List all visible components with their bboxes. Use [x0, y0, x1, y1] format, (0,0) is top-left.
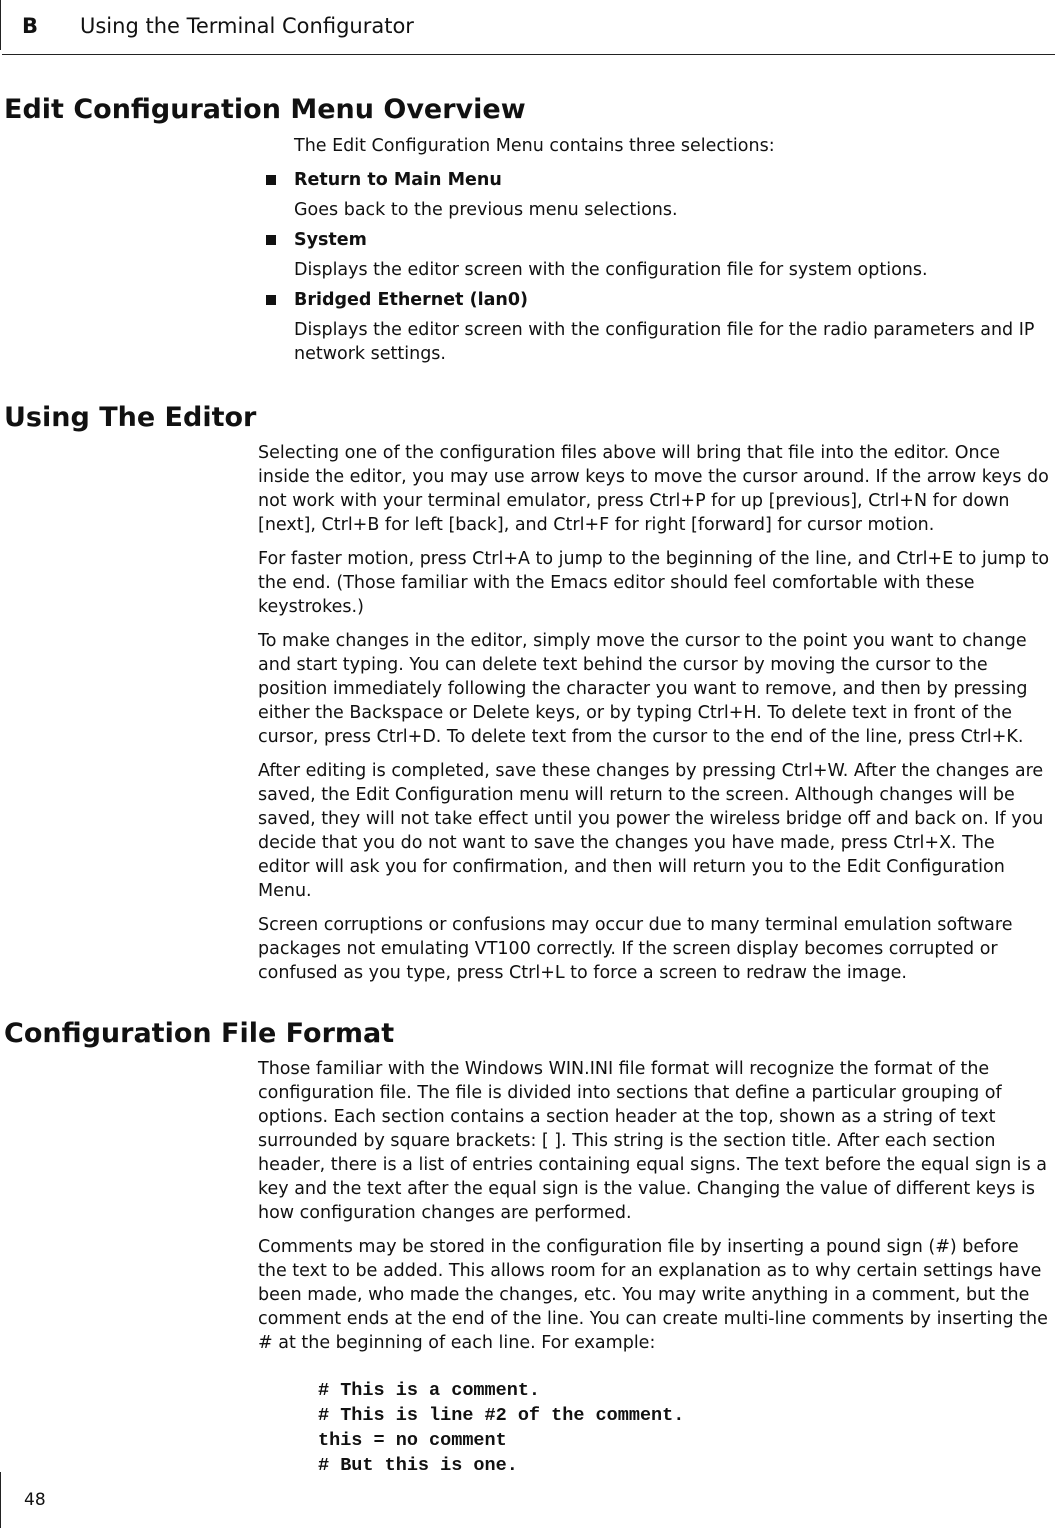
- bullet-square-icon: [266, 175, 276, 185]
- edit-menu-body: [294, 134, 1050, 372]
- list-item-title: System: [294, 230, 367, 250]
- running-header-title: Using the Terminal Configurator: [80, 14, 414, 38]
- list-item-description: Displays the editor screen with the configuration file for system options.: [294, 260, 928, 280]
- paragraph: For faster motion, press Ctrl+A to jump to the beginning of the line, and Ctrl+E to jump to the end. (Those familiar with the Emacs editor should feel comfortable with these keystrokes.): [258, 549, 1050, 617]
- bullet-square-icon: [266, 235, 276, 245]
- code-example: [318, 1378, 684, 1478]
- paragraph: Those familiar with the Windows WIN.INI file format will recognize the format of the configuration file. The file is divided into sections that define a particular grouping of options. Each section contains a section header at the top, shown as a string of text surrounded by square brackets: [ ]. This string is the section title. After each section header, there is a list of entries containing equal signs. The text before the equal sign is a key and the text after the equal sign is the value. Changing the value of different keys is how configuration changes are performed.: [258, 1059, 1048, 1223]
- footer-side-rule: [0, 1472, 1, 1528]
- edit-menu-intro: The Edit Configuration Menu contains three selections:: [294, 136, 775, 156]
- code-line: # This is line #2 of the comment.: [318, 1405, 685, 1426]
- list-item-title: Return to Main Menu: [294, 170, 502, 190]
- header-side-rule: [0, 0, 5, 50]
- paragraph: Comments may be stored in the configuration file by inserting a pound sign (#) before the text to be added. This allows room for an explanation as to why certain settings have been made, who made the changes, etc. You may write anything in a comment, but the comment ends at the end of the line. You can create multi-line comments by inserting the # at the beginning of each line. For example:: [258, 1237, 1048, 1353]
- list-item: [294, 288, 1050, 366]
- list-item-description: Goes back to the previous menu selections.: [294, 200, 678, 220]
- code-line: this = no comment: [318, 1430, 507, 1451]
- page-number: 48: [24, 1490, 46, 1510]
- section-title-config-format: Configuration File Format: [4, 1018, 395, 1049]
- bullet-square-icon: [266, 295, 276, 305]
- appendix-letter: B: [22, 14, 39, 38]
- code-line: # This is a comment.: [318, 1380, 541, 1401]
- menu-selection-list: [294, 168, 1050, 366]
- paragraph: Screen corruptions or confusions may occur due to many terminal emulation software packages not emulating VT100 correctly. If the screen display becomes corrupted or confused as you type, press Ctrl+L to force a screen to redraw the image.: [258, 915, 1013, 983]
- section-title-edit-menu: Edit Configuration Menu Overview: [4, 94, 526, 125]
- list-item: [294, 228, 1050, 282]
- list-item: [294, 168, 1050, 222]
- list-item-description: Displays the editor screen with the configuration file for the radio parameters and IP network settings.: [294, 320, 1035, 364]
- paragraph: To make changes in the editor, simply move the cursor to the point you want to change and start typing. You can delete text behind the cursor by moving the cursor to the position immediately following the character you want to remove, and then by pressing either the Backspace or Delete keys, or by typing Ctrl+H. To delete text in front of the cursor, press Ctrl+D. To delete text from the cursor to the end of the line, press Ctrl+K.: [258, 631, 1028, 747]
- editor-body: [258, 441, 1050, 995]
- paragraph: Selecting one of the configuration files above will bring that file into the editor. Once inside the editor, you may use arrow keys to move the cursor around. If the arrow keys do not work with your terminal emulator, press Ctrl+P for up [previous], Ctrl+N for down [next], Ctrl+B for left [back], and Ctrl+F for right [forward] for cursor motion.: [258, 443, 1049, 535]
- code-line: # But this is one.: [318, 1455, 518, 1476]
- format-body: [258, 1057, 1050, 1365]
- list-item-title: Bridged Ethernet (lan0): [294, 290, 529, 310]
- paragraph: After editing is completed, save these changes by pressing Ctrl+W. After the changes are saved, the Edit Configuration menu will return to the screen. Although changes will be saved, they will not take effect until you power the wireless bridge off and back on. If you decide that you do not want to save the changes you have made, press Ctrl+X. The editor will ask you for confirmation, and then will return you to the Edit Configuration Menu.: [258, 761, 1044, 901]
- header-rule: [2, 54, 1055, 55]
- section-title-using-editor: Using The Editor: [4, 402, 257, 433]
